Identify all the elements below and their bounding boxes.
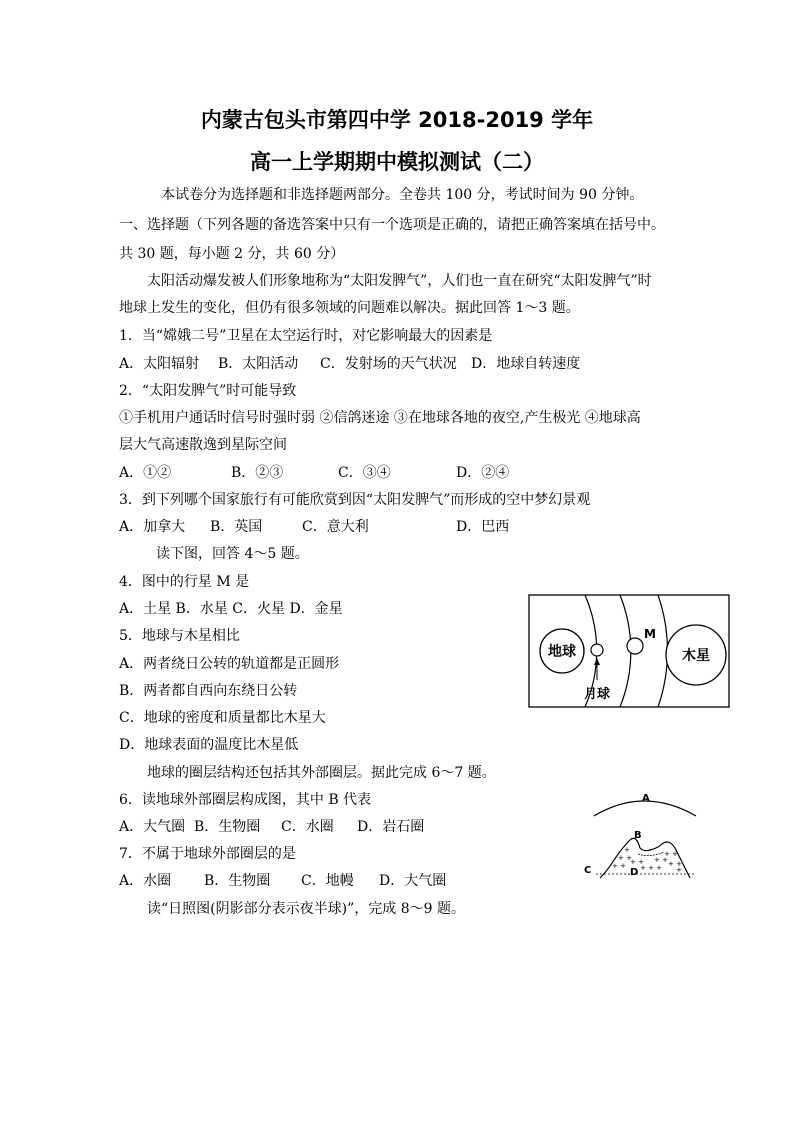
svg-text:+ +: + + (612, 862, 626, 870)
q1-option-c: C．发射场的天气状况 (320, 356, 457, 372)
section-heading: 一、选择题（下列各题的备选答案中只有一个选项是正确的，请把正确答案填在括号中。 (119, 217, 665, 233)
q7-option-d: D．大气圈 (379, 873, 447, 889)
q2-option-c: C．③④ (338, 465, 391, 481)
label-a: A (642, 793, 650, 804)
passage3: 地球的圈层结构还包括其外部圈层。据此完成 6～7 题。 (147, 765, 496, 781)
q2-option-d: D．②④ (456, 465, 510, 481)
q1-stem: 1．当“嫦娥二号”卫星在太空运行时，对它影响最大的因素是 (119, 328, 493, 344)
exam-title-line2: 高一上学期期中模拟测试（二） (250, 150, 544, 174)
planet-m-circle (627, 638, 643, 654)
q7-option-b: B．生物圈 (204, 873, 271, 889)
planet-m-label: M (644, 627, 656, 641)
q3-option-d: D．巴西 (456, 519, 510, 535)
passage4: 读“日照图(阴影部分表示夜半球)”，完成 8～9 题。 (147, 901, 465, 917)
label-d: D (630, 867, 639, 878)
q3-option-a: A．加拿大 (119, 519, 186, 535)
q3-option-b: B．英国 (210, 519, 263, 535)
q2-option-b: B．②③ (231, 465, 284, 481)
jupiter-label: 木星 (682, 648, 710, 664)
outer-spheres-figure (578, 786, 714, 886)
q1-option-b: B．太阳活动 (218, 356, 299, 372)
q2-items-line2: 层大气高速散逸到星际空间 (119, 437, 287, 453)
earth-label: 地球 (548, 644, 576, 660)
solar-system-figure (528, 594, 730, 708)
q6-option-d: D．岩石圈 (357, 819, 425, 835)
q7-option-a: A．水圈 (119, 873, 172, 889)
section-heading-cont: 共 30 题，每小题 2 分，共 60 分） (119, 246, 345, 262)
q7-stem: 7．不属于地球外部圈层的是 (119, 846, 296, 862)
q2-option-a: A．①② (119, 465, 172, 481)
intro-text: 本试卷分为选择题和非选择题两部分。全卷共 100 分，考试时间为 90 分钟。 (161, 187, 644, 203)
svg-text:+ +: + + (664, 850, 678, 858)
q2-stem: 2．“太阳发脾气”时可能导致 (119, 383, 297, 399)
q3-stem: 3．到下列哪个国家旅行有可能欣赏到因“太阳发脾气”而形成的空中梦幻景观 (119, 492, 591, 508)
q1-option-d: D．地球自转速度 (471, 356, 581, 372)
exam-title-line1: 内蒙古包头市第四中学 2018-2019 学年 (200, 108, 594, 132)
q2-items-line1: ①手机用户通话时信号时强时弱 ②信鸽迷途 ③在地球各地的夜空,产生极光 ④地球高 (119, 410, 641, 426)
svg-text:+ +: + + (654, 856, 668, 864)
q5-stem: 5．地球与木星相比 (119, 628, 240, 644)
svg-text:+ +: + + (630, 858, 644, 866)
q6-option-c: C．水圈 (281, 819, 334, 835)
svg-text:+ + +: + + + (640, 864, 663, 872)
q7-option-c: C．地幔 (301, 873, 354, 889)
q5-option-d: D．地球表面的温度比木星低 (119, 737, 299, 753)
label-b: B (634, 830, 642, 841)
passage1-line2: 地球上发生的变化，但仍有很多领域的问题难以解决。据此回答 1～3 题。 (119, 300, 580, 316)
svg-text:+ +: + + (668, 860, 682, 868)
svg-text:+ +: + + (618, 854, 632, 862)
q3-option-c: C．意大利 (302, 519, 369, 535)
passage2: 读下图，回答 4～5 题。 (156, 546, 309, 562)
label-c: C (584, 865, 592, 876)
moon-circle (591, 644, 603, 656)
svg-text:+: + (676, 866, 682, 874)
q6-option-b: B．生物圈 (194, 819, 261, 835)
moon-label: 月球 (583, 687, 611, 702)
q6-stem: 6．读地球外部圈层构成图，其中 B 代表 (119, 792, 372, 808)
q4-options: A．土星 B．水星 C．火星 D．金星 (119, 601, 343, 617)
passage1-line1: 太阳活动爆发被人们形象地称为“太阳发脾气”，人们也一直在研究“太阳发脾气”时 (147, 273, 652, 289)
q6-option-a: A．大气圈 (119, 819, 186, 835)
q5-option-a: A．两者绕日公转的轨道都是正圆形 (119, 656, 340, 672)
q1-option-a: A．太阳辐射 (119, 356, 200, 372)
svg-text:+: + (624, 846, 630, 854)
q5-option-c: C．地球的密度和质量都比木星大 (119, 710, 326, 726)
q4-stem: 4．图中的行星 M 是 (119, 574, 250, 590)
q5-option-b: B．两者都自西向东绕日公转 (119, 683, 298, 699)
